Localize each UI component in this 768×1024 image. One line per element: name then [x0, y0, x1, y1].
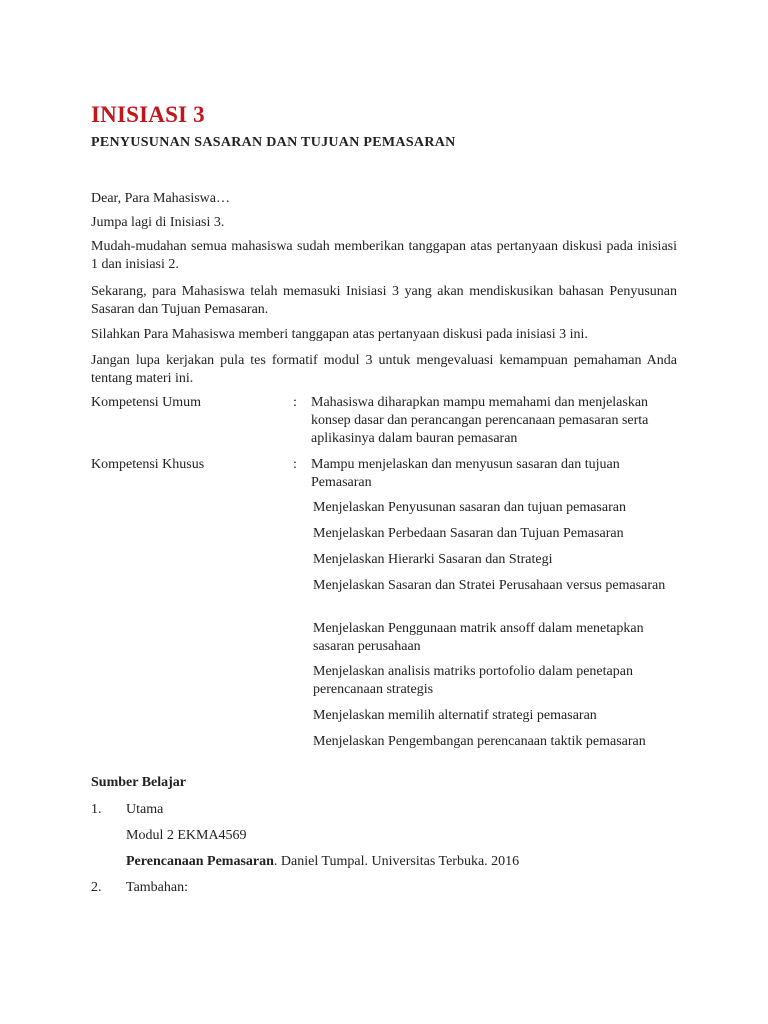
competency-item: Menjelaskan Hierarki Sasaran dan Strategi — [313, 552, 553, 567]
paragraph: Jumpa lagi di Inisiasi 3. — [91, 215, 225, 230]
competency-item: Menjelaskan analisis matriks portofolio dalam penetapan perencanaan strategis — [313, 664, 633, 697]
paragraph: Jangan lupa kerjakan pula tes formatif modul 3 untuk mengevaluasi kemampuan pemahaman Anda tentang materi ini. — [91, 353, 677, 386]
source-module: Modul 2 EKMA4569 — [126, 828, 247, 843]
colon-separator: : — [293, 395, 297, 410]
paragraph: Silahkan Para Mahasiswa memberi tanggapan atas pertanyaan diskusi pada inisiasi 3 ini. — [91, 327, 588, 342]
competency-item: Menjelaskan Penyusunan sasaran dan tujuan pemasaran — [313, 500, 626, 515]
competency-general-value: Mahasiswa diharapkan mampu memahami dan menjelaskan konsep dasar dan perancangan perencanaan pemasaran serta aplikasinya dalam bauran pemasaran — [311, 395, 649, 446]
greeting: Dear, Para Mahasiswa… — [91, 191, 231, 206]
book-title: Perencanaan Pemasaran — [126, 854, 274, 869]
paragraph: Mudah-mudahan semua mahasiswa sudah memberikan tanggapan atas pertanyaan diskusi pada inisiasi 1 dan inisiasi 2. — [91, 239, 677, 272]
list-number: 1. — [91, 802, 102, 817]
competency-specific-value: Mampu menjelaskan dan menyusun sasaran dan tujuan Pemasaran — [311, 457, 620, 490]
document-subtitle: PENYUSUNAN SASARAN DAN TUJUAN PEMASARAN — [91, 135, 456, 150]
sources-heading: Sumber Belajar — [91, 775, 187, 790]
competency-item: Menjelaskan Penggunaan matrik ansoff dalam menetapkan sasaran perusahaan — [313, 621, 644, 654]
list-number: 2. — [91, 880, 102, 895]
colon-separator: : — [293, 457, 297, 472]
source-main-label: Utama — [126, 802, 164, 817]
competency-item: Menjelaskan memilih alternatif strategi pemasaran — [313, 708, 597, 723]
source-book — [126, 853, 519, 871]
competency-item: Menjelaskan Sasaran dan Stratei Perusahaan versus pemasaran — [313, 578, 666, 593]
source-extra-label: Tambahan: — [126, 880, 188, 895]
document-title: INISIASI 3 — [91, 102, 205, 127]
competency-item: Menjelaskan Perbedaan Sasaran dan Tujuan Pemasaran — [313, 526, 624, 541]
competency-general-label: Kompetensi Umum — [91, 395, 202, 410]
paragraph: Sekarang, para Mahasiswa telah memasuki Inisiasi 3 yang akan mendiskusikan bahasan Penyusunan Sasaran dan Tujuan Pemasaran. — [91, 284, 677, 317]
competency-specific-label: Kompetensi Khusus — [91, 457, 205, 472]
book-details: . Daniel Tumpal. Universitas Terbuka. 2016 — [273, 854, 520, 869]
competency-item: Menjelaskan Pengembangan perencanaan taktik pemasaran — [313, 734, 646, 749]
